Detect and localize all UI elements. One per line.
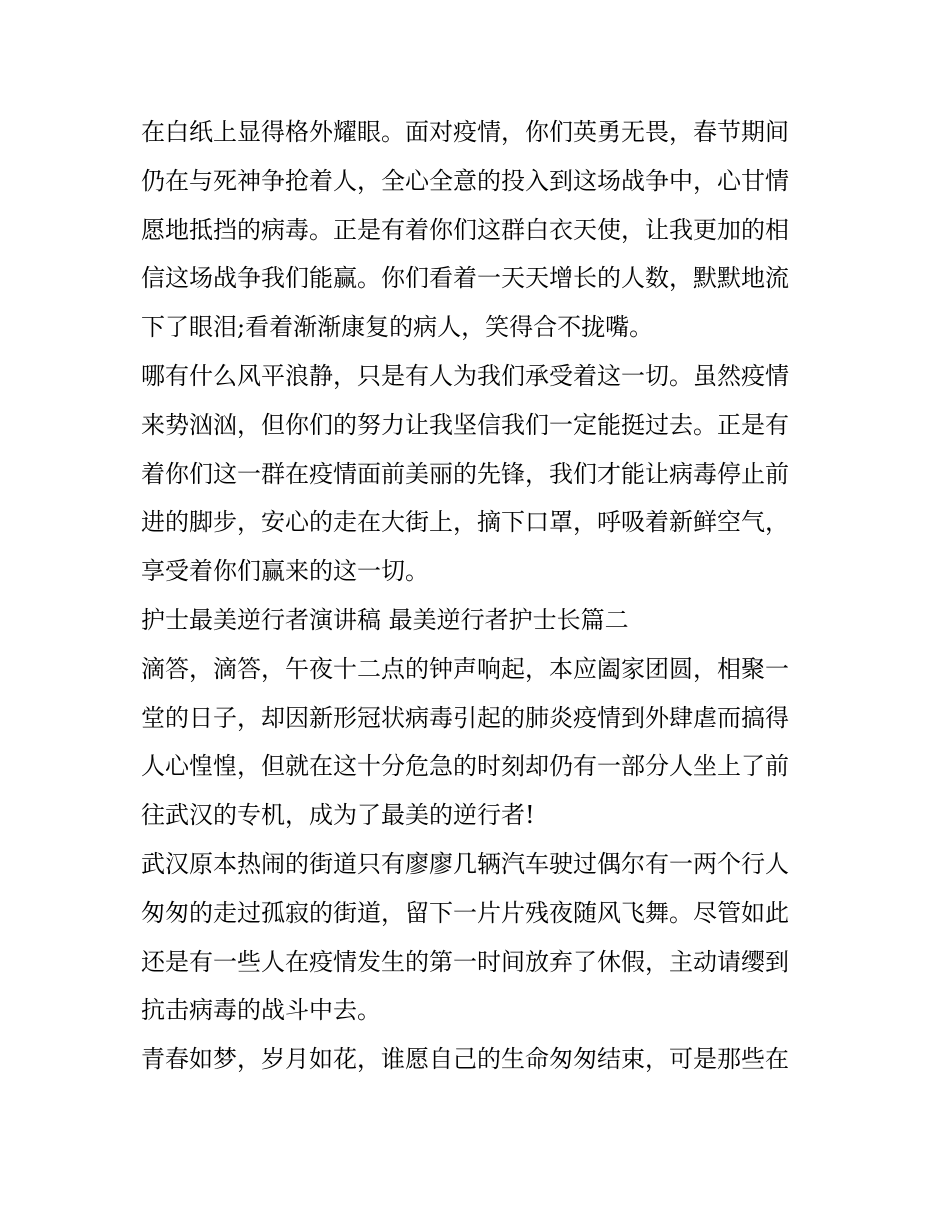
text-line: 在白纸上显得格外耀眼。面对疫情，你们英勇无畏，春节期间 xyxy=(141,118,789,146)
text-line: 信这场战争我们能赢。你们看着一天天增长的人数，默默地流 xyxy=(141,264,789,293)
text-line: 哪有什么风平浪静，只是有人为我们承受着这一切。虽然疫情 xyxy=(141,361,789,390)
text-line: 武汉原本热闹的街道只有廖廖几辆汽车驶过偶尔有一两个行人 xyxy=(141,849,789,878)
document-body xyxy=(141,108,811,1084)
paragraph-5 xyxy=(141,1035,811,1084)
paragraph-2 xyxy=(141,352,811,596)
text-line: 匆匆的走过孤寂的街道，留下一片片残夜随风飞舞。尽管如此 xyxy=(141,898,789,927)
paragraph-1 xyxy=(141,108,811,352)
text-line: 着你们这一群在疫情面前美丽的先锋，我们才能让病毒停止前 xyxy=(141,459,789,488)
text-line: 抗击病毒的战斗中去。 xyxy=(141,996,381,1025)
text-line: 滴答，滴答，午夜十二点的钟声响起，本应阖家团圆，相聚一 xyxy=(141,654,789,683)
text-line: 下了眼泪;看着渐渐康复的病人，笑得合不拢嘴。 xyxy=(141,313,654,342)
text-line: 愿地抵挡的病毒。正是有着你们这群白衣天使，让我更加的相 xyxy=(141,215,789,244)
text-line: 进的脚步，安心的走在大街上，摘下口罩，呼吸着新鲜空气， xyxy=(141,508,789,537)
text-line: 享受着你们赢来的这一切。 xyxy=(141,557,429,586)
text-line: 往武汉的专机，成为了最美的逆行者! xyxy=(141,801,535,830)
text-line: 人心惶惶，但就在这十分危急的时刻却仍有一部分人坐上了前 xyxy=(141,752,789,781)
section-heading xyxy=(141,596,811,645)
text-line: 仍在与死神争抢着人，全心全意的投入到这场战争中，心甘情 xyxy=(141,166,789,195)
text-line: 还是有一些人在疫情发生的第一时间放弃了休假，主动请缨到 xyxy=(141,947,789,976)
text-line: 堂的日子，却因新形冠状病毒引起的肺炎疫情到外肆虐而搞得 xyxy=(141,703,789,732)
paragraph-4 xyxy=(141,840,811,1035)
text-line: 青春如梦，岁月如花，谁愿自己的生命匆匆结束，可是那些在 xyxy=(141,1045,789,1074)
section-title: 护士最美逆行者演讲稿 最美逆行者护士长篇二 xyxy=(141,605,629,634)
paragraph-3 xyxy=(141,645,811,840)
text-line: 来势汹汹，但你们的努力让我坚信我们一定能挺过去。正是有 xyxy=(141,410,789,439)
